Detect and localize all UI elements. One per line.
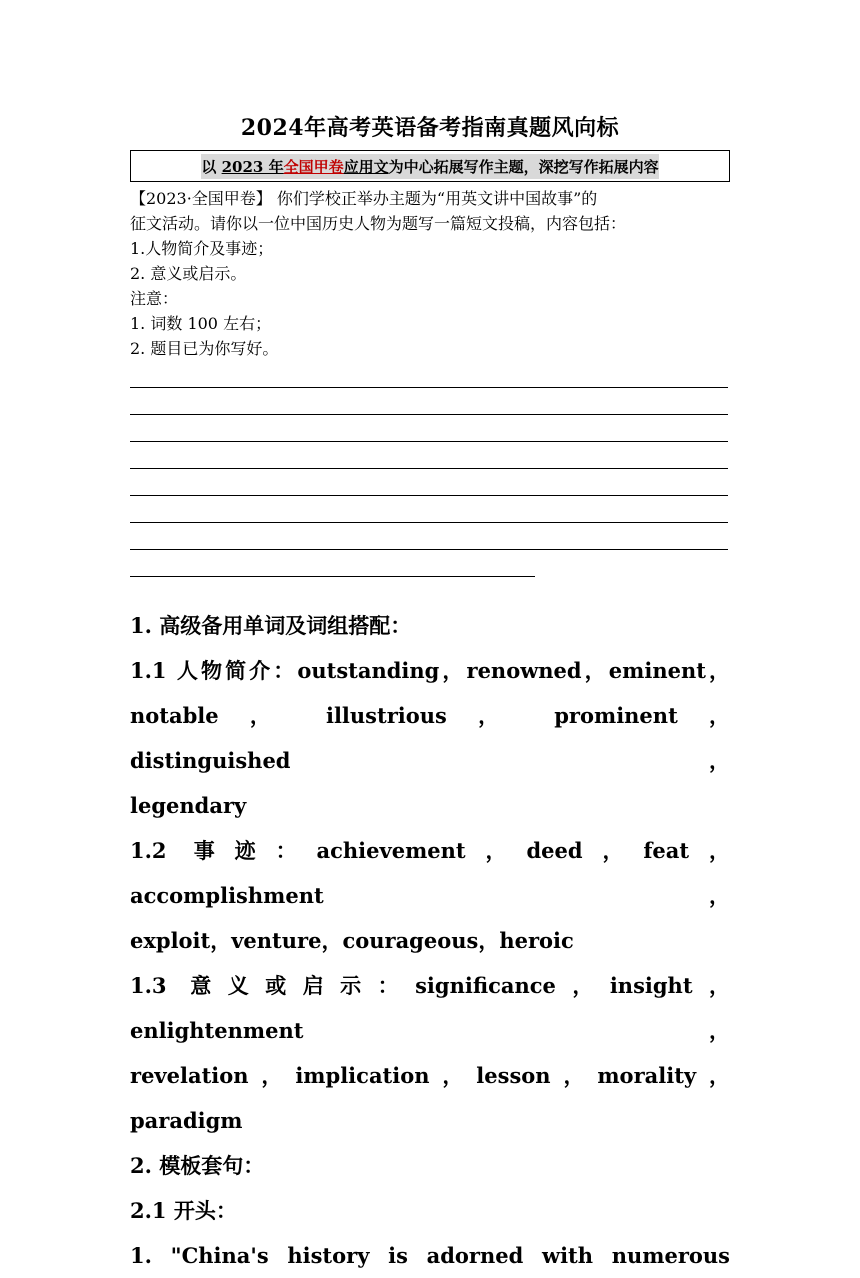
prompt-line: 1.人物简介及事迹； [130,239,274,258]
answer-line [130,496,728,523]
answer-line [130,415,728,442]
vocab-line: 1.3 意义或启示：significance，insight，enlightenment， [130,973,730,1043]
document-title: 2024年高考英语备考指南真题风向标 [240,115,620,141]
banner-part-4: 应用文 [343,157,389,176]
vocab-line: notable ， illustrious ， prominent ， distinguished ， [130,703,730,773]
prompt-line: 注意： [130,289,179,308]
answer-line [130,523,728,550]
section-heading: 2. 模板套句： [130,1153,265,1178]
banner-part-3: 全国甲卷 [283,157,344,176]
banner-part-1: 以 [201,157,222,176]
prompt-line: 2. 题目已为你写好。 [130,339,279,358]
vocab-line: 1.1 人物简介：outstanding，renowned，eminent， [130,658,730,683]
answer-line [130,361,728,388]
vocab-line: exploit，venture，courageous，heroic [130,928,574,953]
vocab-line: legendary [130,793,247,818]
prompt-line: 1. 词数 100 左右； [130,314,272,333]
answer-line [130,550,535,577]
prompt-line: 2. 意义或启示。 [130,264,247,283]
prompt-line: 征文活动。请你以一位中国历史人物为题写一篇短文投稿，内容包括： [130,214,627,233]
banner-text [201,154,658,179]
section-heading: 1. 高级备用单词及词组搭配： [130,613,412,638]
vocabulary-section [130,603,730,1278]
prompt-line: 【2023·全国甲卷】 你们学校正举办主题为“用英文讲中国故事”的 [130,189,598,208]
banner-part-5: 为中心拓展写作主题，深挖写作拓展内容 [388,157,659,176]
answer-line [130,442,728,469]
subsection-heading: 2.1 开头： [130,1198,237,1223]
writing-prompt [130,186,730,361]
topic-banner [130,150,730,182]
document-page [130,112,730,1278]
vocab-line: 1.2 事迹：achievement，deed，feat，accomplishment， [130,838,730,908]
banner-part-2: 2023 年 [221,157,284,176]
vocab-line: revelation，implication，lesson，morality，paradigm [130,1063,730,1133]
answer-line [130,388,728,415]
answer-line [130,469,728,496]
template-sentence: 1. "China's history is adorned with numerous [130,1243,730,1268]
answer-lines [130,361,730,577]
